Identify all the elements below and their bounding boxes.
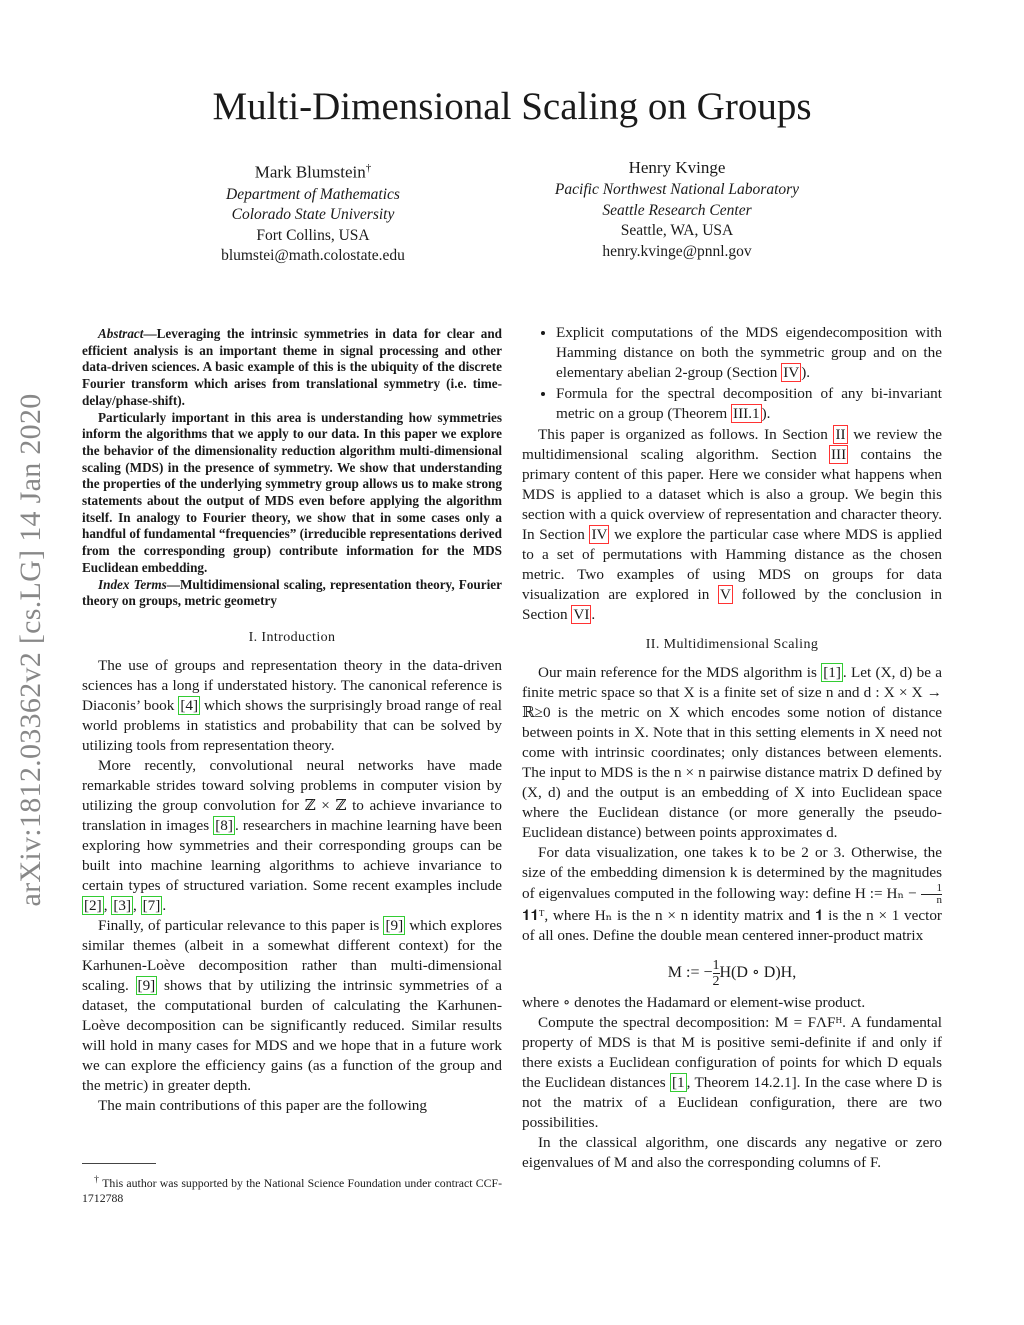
citation-link[interactable]: [4] bbox=[180, 696, 199, 714]
section-link[interactable]: VI bbox=[573, 606, 590, 623]
paper-title: Multi-Dimensional Scaling on Groups bbox=[212, 85, 812, 128]
citation-link[interactable]: [8] bbox=[215, 816, 233, 834]
fraction: $\frac{1}{n}$ bbox=[921, 883, 943, 906]
author-email[interactable]: henry.kvinge@pnnl.gov bbox=[602, 242, 752, 260]
intro-paragraph-2: More recently, convolutional neural networks have made remarkable strides toward solving problems in computer vision by utilizing the group convolution for ℤ × ℤ to achieve invariance to translation in images [8] . researchers in machine learning have been exploring how symmetries and their corresponding groups can be built into machine learning algorithms to achieve invariance to certain types of structured variation. Some recent examples include [2] , [3] , [7] . bbox=[82, 756, 502, 914]
author-institution: Colorado State University bbox=[231, 206, 395, 224]
math-z-times-z: ℤ × ℤ bbox=[304, 796, 347, 814]
citation-link[interactable]: [2] bbox=[84, 896, 102, 914]
citation-link[interactable]: [9] bbox=[385, 916, 404, 934]
index-terms-label: Index Terms bbox=[98, 576, 167, 592]
theorem-link[interactable]: III.1 bbox=[733, 405, 760, 422]
author-block-1 bbox=[188, 156, 438, 267]
equation-M: M := − $\frac{1}{2}$ H(D ∘ D)H, bbox=[667, 958, 797, 989]
right-column bbox=[522, 323, 942, 1173]
intro-paragraph-3: Finally, of particular relevance to this paper is [9] which explores similar themes (albeit in a somewhat different context) for the Karhunen-Loève decomposition rather than multi-dimensional scaling. [9] shows that by utilizing the intrinsic symmetries of a dataset, the computational burden of calculating the Karhunen-Loève decomposition can be significantly reduced. Similar results will hold in many cases for MDS and we hope that in a future work we can explore the efficiency gains (as a function of the group and the metric) in greater depth. bbox=[82, 916, 502, 1094]
section-link[interactable]: IV bbox=[783, 364, 800, 381]
author-institution: Seattle Research Center bbox=[602, 201, 752, 219]
footnote-mark: † bbox=[365, 162, 372, 174]
index-terms: —Multidimensional scaling, representation theory, Fourier theory on groups, metric geometry bbox=[82, 576, 502, 609]
mds-paragraph-1: Our main reference for the MDS algorithm is [1] . Let (X, d) be a finite metric space so that X is a finite set of size n and d : X × X → ℝ≥0 is the metric on X which encodes some notion of distance between points in X. Note that in this setting elements in X need not come with intrinsic coordinates; only distances between elements. The input to MDS is the n × n pairwise distance matrix D defined by (X, d) and the output is an embedding of X into Euclidean space where the Euclidean distance (or more generally the pseudo-Euclidean distance) between points approximates d. bbox=[522, 664, 942, 841]
section-link[interactable]: II bbox=[835, 426, 846, 443]
abstract-paragraph-1: —Leveraging the intrinsic symmetries in data for clear and efficient analysis is an important theme in signal processing and other data-driven sciences. A basic example of this is the ubiquity of the discrete Fourier transform which arises from translational symmetry (i.e. time-delay/phase-shift). bbox=[82, 326, 502, 408]
author-department: Department of Mathematics bbox=[226, 185, 400, 203]
author-city: Fort Collins, USA bbox=[256, 226, 370, 244]
abstract bbox=[82, 326, 502, 610]
section-heading-intro: I. Introduction bbox=[248, 629, 336, 645]
footnote: † This author was supported by the National Science Foundation under contract CCF-1712788 bbox=[82, 1174, 502, 1205]
citation-link[interactable]: [1] bbox=[823, 664, 841, 681]
section-link[interactable]: V bbox=[720, 586, 731, 603]
mds-paragraph-4: Compute the spectral decomposition: M = FΛFᴴ. A fundamental property of MDS is that M is positive semi-definite if and only if there exists a Euclidean configuration of points for which D equals the Euclidean distances [1 , Theorem 14.2.1]. In the case where D is not the matrix of a Euclidean configuration, there are two possibilities. bbox=[522, 1014, 942, 1131]
section-heading-mds: II. Multidimensional Scaling bbox=[645, 637, 819, 652]
section-link[interactable]: IV bbox=[591, 526, 608, 543]
author-email[interactable]: blumstei@math.colostate.edu bbox=[221, 247, 405, 265]
left-column bbox=[82, 326, 502, 1116]
mds-paragraph-3: where ∘ denotes the Hadamard or element-wise product. bbox=[522, 994, 866, 1011]
citation-link[interactable]: [9] bbox=[137, 976, 156, 994]
mds-paragraph-2: For data visualization, one takes k to be 2 or 3. Otherwise, the size of the embedding dimension k is determined by the magnitudes of eigenvalues computed in the following way: define H := Hₙ − $\frac{1}{n}$ 𝟏𝟏ᵀ, where Hₙ is the n × n identity matrix and 𝟏 is the n × 1 vector of all ones. Define the double mean centered inner-product matrix bbox=[522, 844, 943, 944]
list-item: • Explicit computations of the MDS eigendecomposition with Hamming distance on both the symmetric group and on the elementary abelian 2-group (Section IV ). bbox=[556, 323, 942, 383]
citation-link[interactable]: [7] bbox=[142, 896, 161, 914]
list-item: • Formula for the spectral decomposition of any bi-invariant metric on a group (Theorem III.1 ). bbox=[556, 384, 942, 424]
abstract-label: Abstract bbox=[98, 326, 144, 341]
intro-paragraph-4: The main contributions of this paper are the following bbox=[98, 1096, 427, 1114]
author-name: Henry Kvinge bbox=[628, 158, 726, 177]
author-city: Seattle, WA, USA bbox=[620, 222, 734, 239]
abstract-paragraph-2: Particularly important in this area is understanding how symmetries inform the algorithms that we apply to our data. In this paper we explore the behavior of the dimensionality reduction algorithm multi-dimensional scaling (MDS) in the presence of symmetry. We show that understanding the properties of the underlying symmetry group allows us to make strong statements about the output of MDS even before applying the algorithm itself. In analogy to Fourier theory, we show that in some cases only a handful of fundamental “frequencies” (irreducible representations derived from the corresponding group) contribute information for the MDS Euclidean embedding. bbox=[82, 409, 502, 575]
organization-paragraph: This paper is organized as follows. In Section II we review the multidimensional scaling algorithm. Section III contains the primary content of this paper. Here we consider what happens when MDS is applied to a dataset which is also a group. We begin this section with a quick overview of representation and character theory. In Section IV we explore the particular case where MDS is applied to a set of permutations with Hamming distance as the chosen metric. Two examples of using MDS on groups for data visualization are explored in V followed by the conclusion in Section VI . bbox=[522, 426, 943, 623]
section-link[interactable]: III bbox=[831, 446, 847, 463]
contributions-list bbox=[522, 323, 942, 424]
citation-link[interactable]: [1 bbox=[671, 1074, 685, 1091]
mds-paragraph-5: In the classical algorithm, one discards any negative or zero eigenvalues of M and also the corresponding columns of F. bbox=[522, 1134, 942, 1171]
fraction: $\frac{1}{2}$ bbox=[712, 958, 720, 989]
footnote-rule bbox=[82, 1163, 156, 1164]
footnote-mark: † bbox=[94, 1174, 100, 1185]
author-department: Pacific Northwest National Laboratory bbox=[554, 181, 800, 198]
author-name: Mark Blumstein bbox=[254, 162, 366, 182]
citation-link[interactable]: [3] bbox=[113, 896, 132, 914]
math-H-definition: H := Hₙ − bbox=[854, 884, 921, 902]
intro-paragraph-1: The use of groups and representation theory in the data-driven sciences has a long if understated history. The canonical reference is Diaconis’ book [4] which shows the surprisingly broad range of real world problems in statistics and probability that can be solved by utilizing tools from representation theory. bbox=[82, 656, 502, 754]
arxiv-stamp: arXiv:1812.03362v2 [cs.LG] 14 Jan 2020 bbox=[14, 393, 47, 907]
author-block-2 bbox=[527, 156, 827, 262]
